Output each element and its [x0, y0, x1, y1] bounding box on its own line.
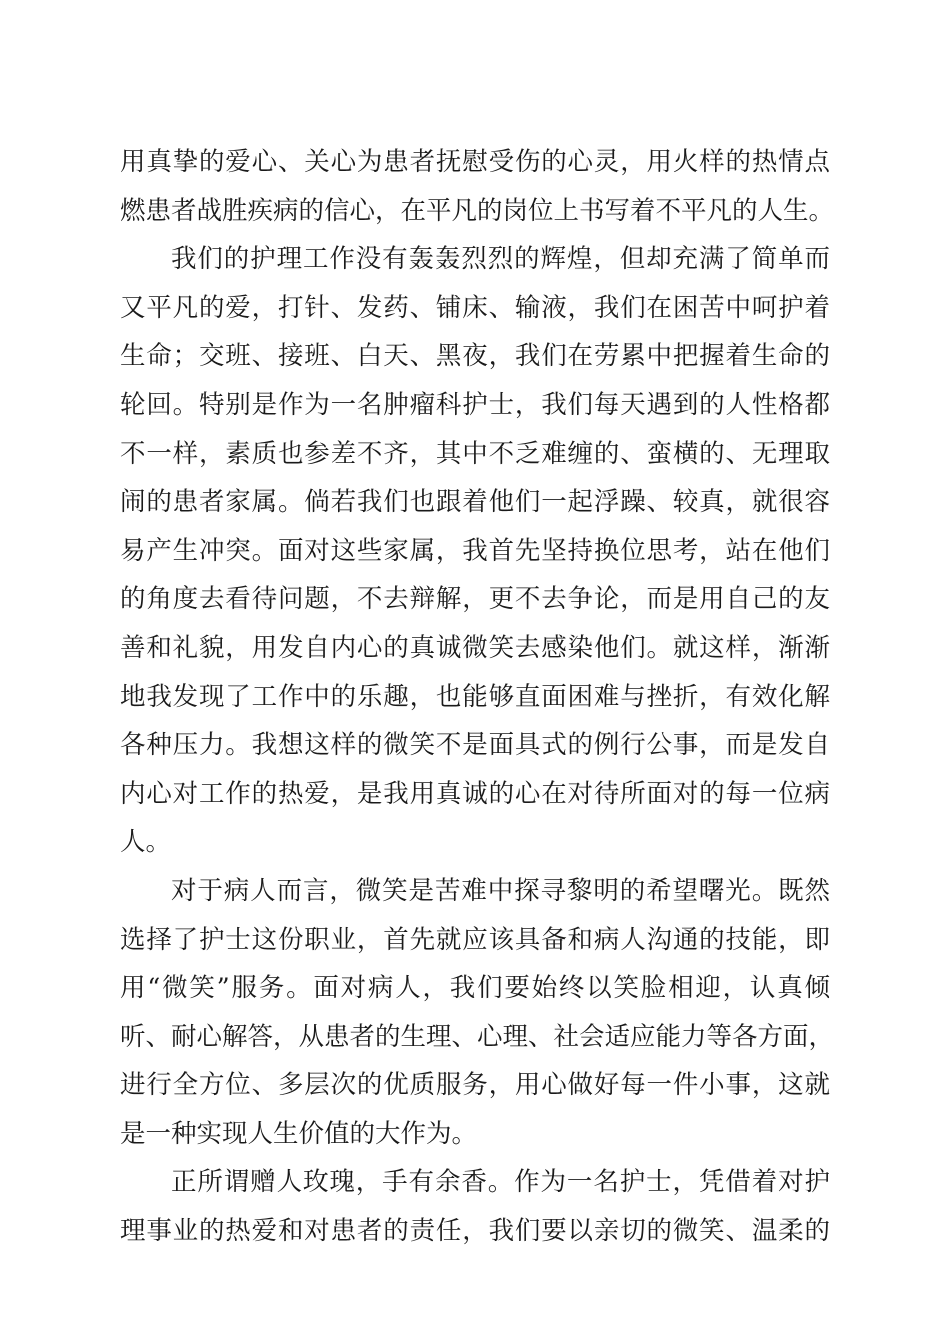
text-line: 进行全方位、多层次的优质服务，用心做好每一件小事，这就 [120, 1070, 830, 1101]
text-line: 内心对工作的热爱，是我用真诚的心在对待所面对的每一位病 [120, 778, 830, 809]
text-line: 选择了护士这份职业，首先就应该具备和病人沟通的技能，即 [120, 924, 830, 955]
text-line: 的角度去看待问题，不去辩解，更不去争论，而是用自己的友 [120, 584, 830, 615]
text-line: 理事业的热爱和对患者的责任，我们要以亲切的微笑、温柔的 [120, 1216, 830, 1247]
text-line: 燃患者战胜疾病的信心，在平凡的岗位上书写着不平凡的人生。 [120, 195, 835, 226]
text-line: 地我发现了工作中的乐趣，也能够直面困难与挫折，有效化解 [120, 681, 830, 712]
paragraph-start-line: 我们的护理工作没有轰轰烈烈的辉煌，但却充满了简单而 [171, 244, 830, 275]
paragraph-start-line: 正所谓赠人玫瑰，手有余香。作为一名护士，凭借着对护 [171, 1167, 830, 1198]
text-line: 轮回。特别是作为一名肿瘤科护士，我们每天遇到的人性格都 [120, 389, 830, 420]
text-line: 又平凡的爱，打针、发药、铺床、输液，我们在困苦中呵护着 [120, 292, 830, 323]
text-line: 是一种实现人生价值的大作为。 [120, 1118, 478, 1149]
text-line: 易产生冲突。面对这些家属，我首先坚持换位思考，站在他们 [120, 535, 830, 566]
text-line: 闹的患者家属。倘若我们也跟着他们一起浮躁、较真，就很容 [120, 487, 830, 518]
text-line: 生命；交班、接班、白天、黑夜，我们在劳累中把握着生命的 [120, 341, 830, 372]
body-text [120, 138, 835, 1256]
text-line: 用真挚的爱心、关心为患者抚慰受伤的心灵，用火样的热情点 [120, 147, 830, 177]
text-line: 各种压力。我想这样的微笑不是面具式的例行公事，而是发自 [120, 730, 830, 761]
text-line: 用“微笑”服务。面对病人，我们要始终以笑脸相迎，认真倾 [120, 973, 830, 1004]
text-line: 善和礼貌，用发自内心的真诚微笑去感染他们。就这样，渐渐 [120, 632, 830, 663]
text-line: 不一样，素质也参差不齐，其中不乏难缠的、蛮横的、无理取 [120, 438, 830, 469]
paragraph-start-line: 对于病人而言，微笑是苦难中探寻黎明的希望曙光。既然 [171, 875, 830, 906]
text-line: 听、耐心解答，从患者的生理、心理、社会适应能力等各方面， [120, 1021, 835, 1052]
text-line: 人。 [120, 827, 172, 858]
